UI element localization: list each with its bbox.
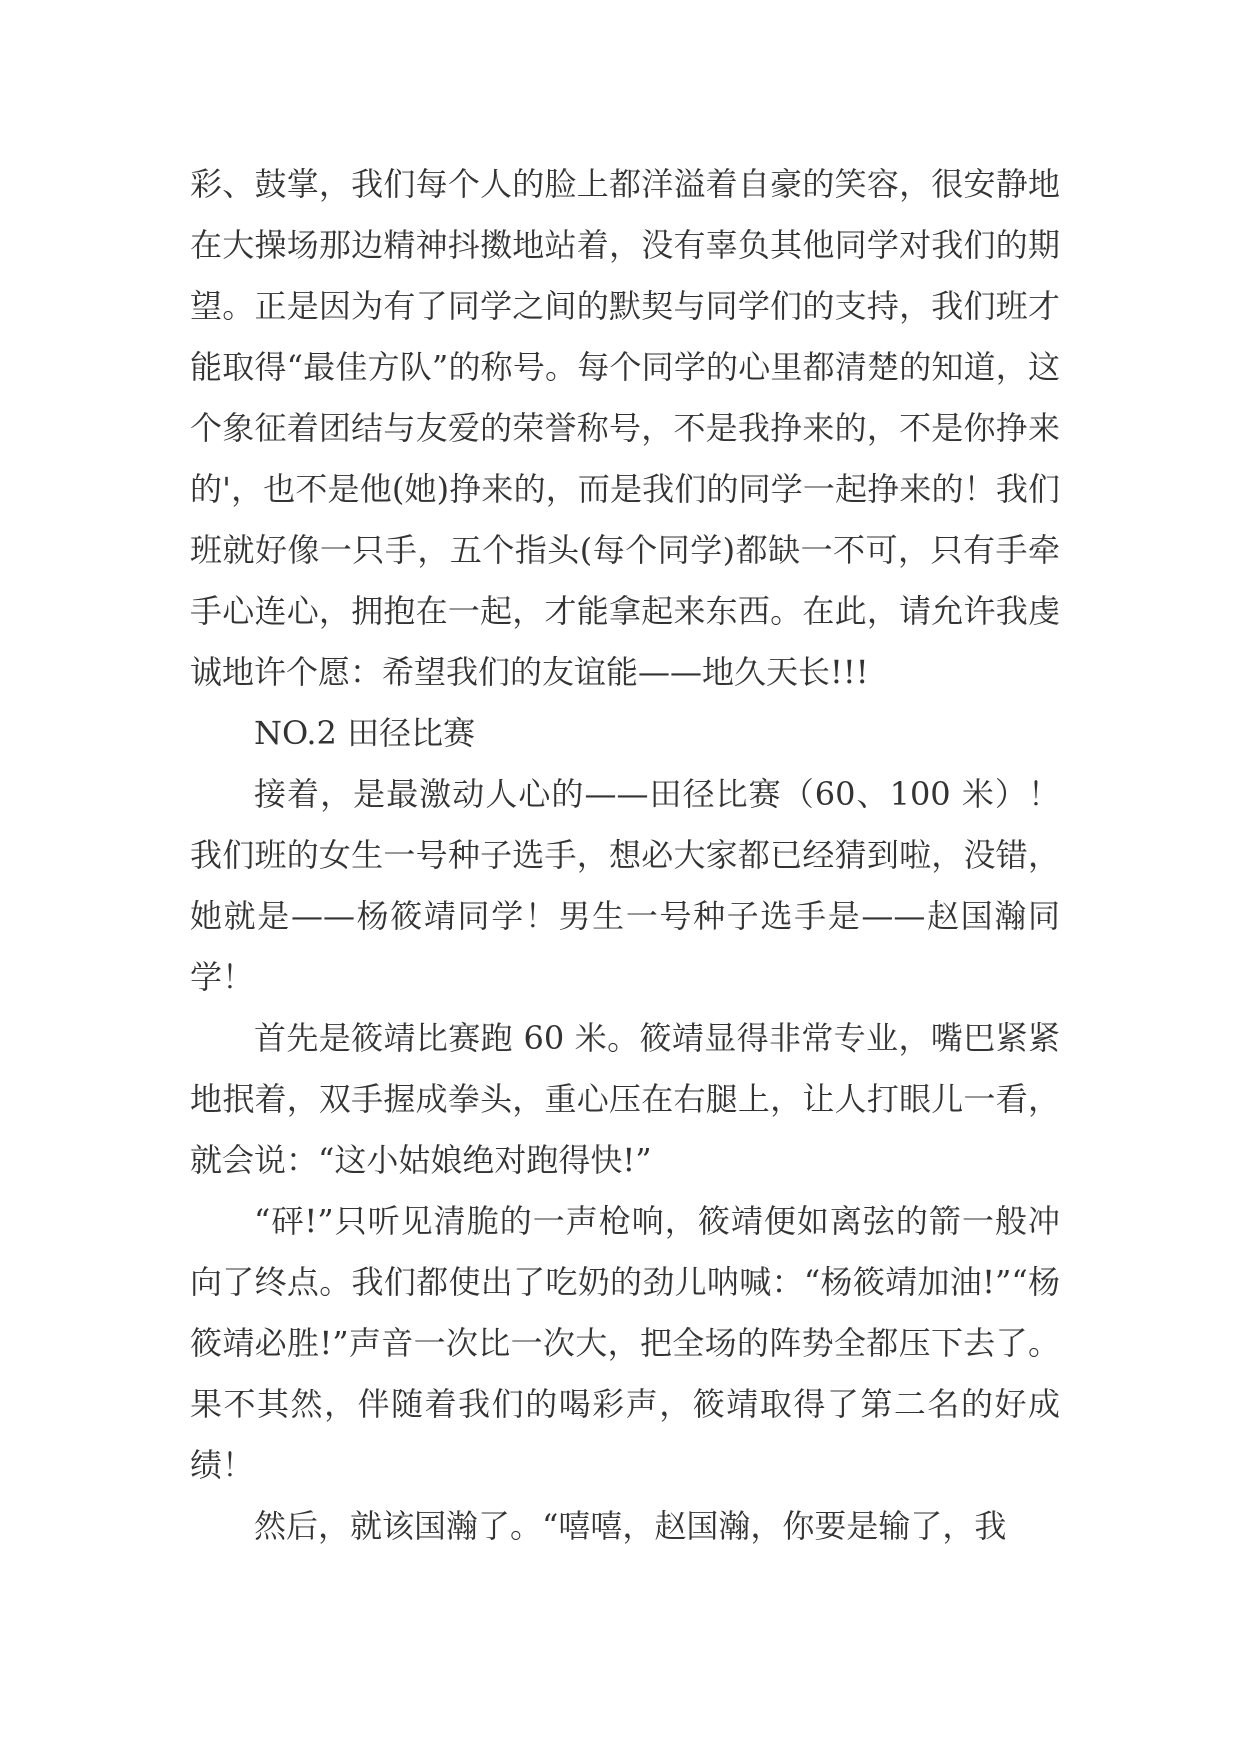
document-body [190,154,1060,1557]
paragraph-race-intro: 接着，是最激动人心的——田径比赛（60、100 米）！我们班的女生一号种子选手，想必大家都已经猜到啦，没错，她就是——杨筱靖同学！男生一号种子选手是——赵国瀚同学！ [190,775,1060,996]
paragraph-60m-start: 首先是筱靖比赛跑 60 米。筱靖显得非常专业，嘴巴紧紧地抿着，双手握成拳头，重心压在右腿上，让人打眼儿一看，就会说：“这小姑娘绝对跑得快!” [190,1019,1060,1179]
section-heading-track-race: NO.2 田径比赛 [254,714,476,752]
paragraph-squad-honor: 彩、鼓掌，我们每个人的脸上都洋溢着自豪的笑容，很安静地在大操场那边精神抖擞地站着，没有辜负其他同学对我们的期望。正是因为有了同学之间的默契与同学们的支持，我们班才能取得“最佳方队”的称号。每个同学的心里都清楚的知道，这个象征着团结与友爱的荣誉称号，不是我挣来的，不是你挣来的'，也不是他(她)挣来的，而是我们的同学一起挣来的！我们班就好像一只手，五个指头(每个同学)都缺一不可，只有手牵手心连心，拥抱在一起，才能拿起来东西。在此，请允许我虔诚地许个愿：希望我们的友谊能——地久天长!!! [190,165,1060,691]
paragraph-60m-result: “砰!”只听见清脆的一声枪响，筱靖便如离弦的箭一般冲向了终点。我们都使出了吃奶的劲儿呐喊：“杨筱靖加油!”“杨筱靖必胜!”声音一次比一次大，把全场的阵势全都压下去了。果不其然，伴随着我们的喝彩声，筱靖取得了第二名的好成绩！ [190,1202,1060,1484]
paragraph-next-runner: 然后，就该国瀚了。“嘻嘻，赵国瀚，你要是输了，我 [254,1507,1007,1545]
